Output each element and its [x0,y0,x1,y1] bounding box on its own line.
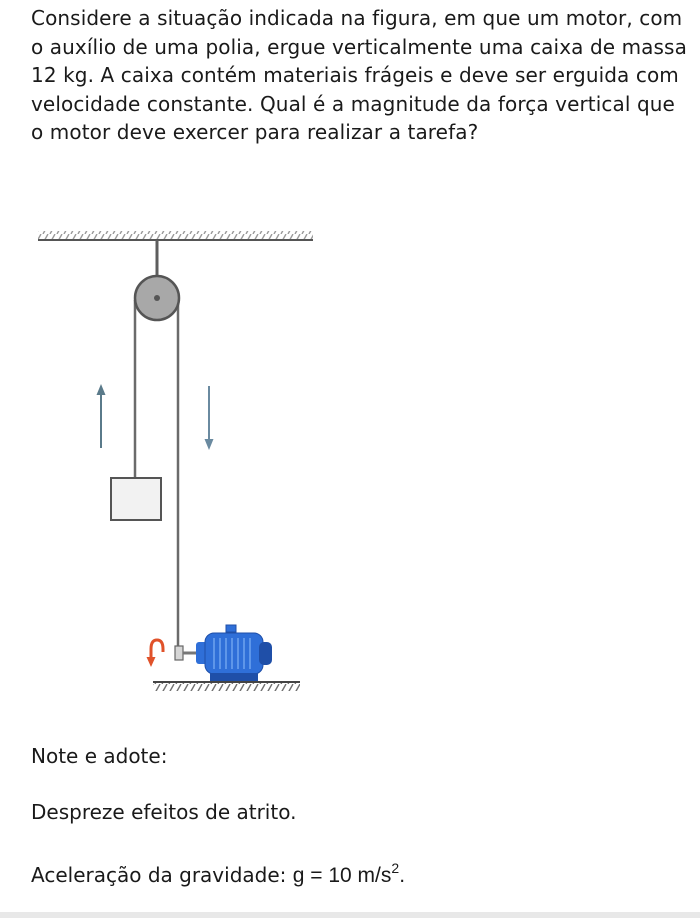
box [111,478,161,520]
arrow-down [205,386,214,450]
motor-shaft [175,646,198,660]
note-gravity [31,860,405,888]
note-friction: Despreze efeitos de atrito. [31,800,297,824]
arrow-up [97,384,106,448]
rotation-arrow-icon [147,640,164,667]
pulley-motor-figure [0,210,700,730]
motor [196,625,272,681]
pulley [135,276,179,320]
question-text: Considere a situação indicada na figura, em que um motor, com o auxílio de uma polia, ergue verticalmente uma caixa de massa 12 kg. A caixa contém materiais frágeis e deve ser erguida com velocidade constante. Qual é a magnitude da força vertical que o motor deve exercer para realizar a tarefa? [31,6,687,144]
ceiling [38,231,313,240]
bottom-rule [0,912,700,918]
floor [153,682,300,691]
gravity-end: . [399,864,406,887]
gravity-label: Aceleração da gravidade: [31,863,287,887]
gravity-formula [292,860,406,887]
gravity-value: g = 10 m/s [292,864,392,887]
note-title: Note e adote: [31,744,168,768]
gravity-exponent: 2 [391,860,400,876]
